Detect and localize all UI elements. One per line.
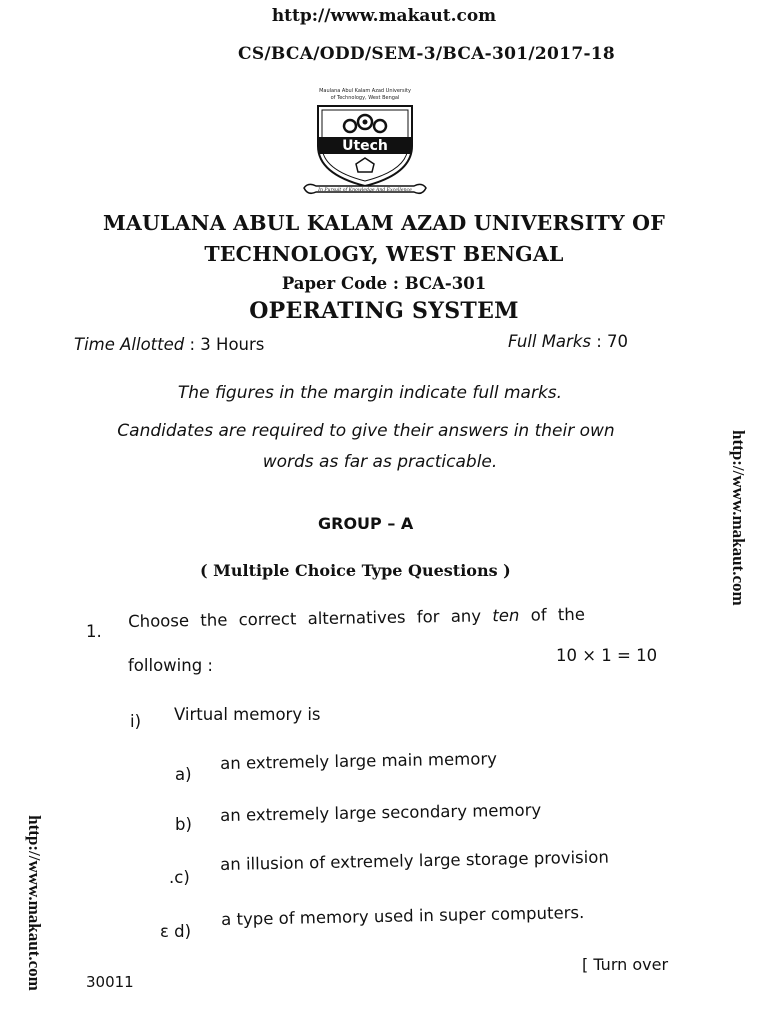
logo-top-text-1: Maulana Abul Kalam Azad University [319, 88, 411, 94]
section-type: ( Multiple Choice Type Questions ) [200, 561, 511, 580]
logo-top-text-2: of Technology, West Bengal [330, 95, 400, 101]
turn-over-note: [ Turn over [582, 955, 669, 974]
utech-emblem-icon [298, 84, 432, 204]
time-value: : 3 Hours [189, 335, 265, 354]
option-label: ɛ d) [160, 922, 192, 941]
time-label: Time Allotted [74, 335, 185, 354]
option-text: a type of memory used in super computers. [221, 903, 585, 929]
option-label: a) [175, 765, 192, 784]
logo-name: Utech [342, 138, 388, 154]
sub-question-text: Virtual memory is [174, 705, 321, 724]
subject-title: OPERATING SYSTEM [249, 298, 519, 324]
question-text-emphasis: ten [492, 605, 520, 626]
university-name-line-2: TECHNOLOGY, WEST BENGAL [204, 242, 564, 266]
marks-value: : 70 [596, 332, 629, 351]
sub-question-number: i) [130, 712, 142, 731]
option-text: an extremely large secondary memory [220, 800, 542, 825]
question-text [128, 605, 585, 631]
question-text-line-2: following : [128, 656, 213, 675]
question-number: 1. [86, 622, 102, 641]
side-url-left: http://www.makaut.com [25, 815, 44, 991]
time-allotted [74, 335, 264, 354]
option-text: an extremely large main memory [220, 749, 498, 773]
instruction-line-1: The figures in the margin indicate full marks. [177, 383, 563, 403]
university-logo [298, 84, 432, 204]
header-url: http://www.makaut.com [271, 6, 497, 26]
question-text-after: of the [530, 604, 586, 625]
university-name-line-1: MAULANA ABUL KALAM AZAD UNIVERSITY OF [103, 211, 665, 235]
question-text-before: Choose the correct alternatives for any [128, 606, 482, 631]
option-label: b) [175, 815, 192, 834]
paper-reference-code: CS/BCA/ODD/SEM-3/BCA-301/2017-18 [238, 44, 616, 64]
option-text: an illusion of extremely large storage provision [220, 847, 609, 874]
marks-label: Full Marks [508, 332, 591, 351]
logo-scroll-text: In Pursuit of Knowledge And Excellence [318, 188, 412, 193]
question-marks: 10 × 1 = 10 [556, 646, 658, 665]
side-url-right: http://www.makaut.com [729, 430, 748, 606]
paper-code: Paper Code : BCA-301 [281, 274, 487, 293]
instruction-line-2: Candidates are required to give their answers in their own [117, 421, 615, 441]
group-heading: GROUP – A [318, 514, 414, 533]
page-code: 30011 [86, 973, 134, 991]
option-label: .c) [169, 868, 190, 887]
instruction-line-3: words as far as practicable. [262, 452, 498, 472]
full-marks [508, 332, 628, 351]
